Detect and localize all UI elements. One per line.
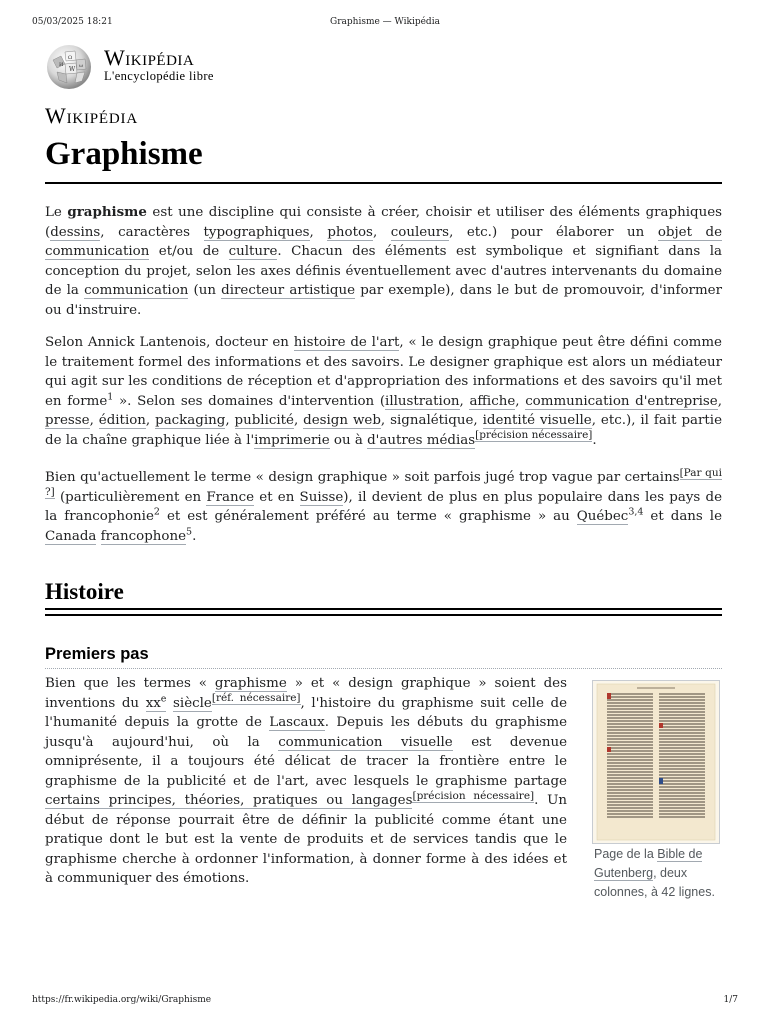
link-francophone[interactable]: francophone: [100, 528, 187, 544]
page-title: Graphisme: [45, 136, 203, 172]
link-presse[interactable]: presse: [45, 413, 90, 428]
print-page-title: Graphisme — Wikipédia: [330, 17, 440, 27]
link-packaging[interactable]: packaging: [155, 413, 226, 428]
bold-term: graphisme: [67, 204, 147, 220]
subsection-heading-premiers-pas: Premiers pas: [45, 645, 149, 663]
ref-needed-tag[interactable]: [réf. nécessaire]: [211, 692, 301, 705]
print-page-number: 1/7: [723, 995, 738, 1005]
figure-caption: Page de la Bible de Gutenberg, deux colonnes, à 42 lignes.: [594, 847, 715, 899]
wordmark-heading: Wikipédia: [45, 103, 138, 128]
link-graphisme[interactable]: graphisme: [214, 676, 287, 691]
print-header: [32, 17, 738, 31]
subsection-divider: [45, 668, 722, 669]
intro-paragraph-2: Selon Annick Lantenois, docteur en histoire de l'art, « le design graphique peut être défini comme le traitement formel des informations et des savoirs. Le designer graphique est alors un médiateur qui agit sur les conditions de réception et d'appropriation des informations et des savoirs qu'il met en forme$^1$ ». Selon ses domaines d'intervention (illustration, affiche, communication d'entreprise, presse, édition, packaging, publicité, design web, signalétique, identité visuelle, etc.), il fait partie de la chaîne graphique liée à l'imprimerie ou à d'autres médias[précision nécessaire].: [45, 335, 723, 448]
par-qui-tag[interactable]: [Par qui ?]: [45, 466, 722, 499]
link-identite-visuelle[interactable]: identité visuelle: [482, 413, 592, 428]
link-suisse[interactable]: Suisse: [299, 489, 344, 505]
link-edition[interactable]: édition: [98, 413, 146, 428]
section-divider: [45, 614, 722, 616]
link-photos[interactable]: photos: [327, 224, 373, 240]
logo-tagline: L'encyclopédie libre: [104, 69, 214, 83]
link-couleurs[interactable]: couleurs: [390, 224, 450, 240]
link-typographiques[interactable]: typographiques: [203, 224, 310, 240]
section-heading-histoire: Histoire: [45, 579, 124, 604]
link-publicite[interactable]: publicité: [234, 413, 294, 428]
link-communication-entreprise[interactable]: communication d'entreprise: [525, 393, 718, 409]
link-xxe[interactable]: $xx^e$: [145, 693, 167, 711]
link-directeur-artistique[interactable]: directeur artistique: [221, 283, 356, 298]
print-datetime: 05/03/2025 18:21: [32, 17, 113, 27]
link-canada[interactable]: Canada: [45, 528, 97, 544]
link-illustration[interactable]: illustration: [385, 393, 460, 409]
link-affiche[interactable]: affiche: [469, 393, 516, 409]
link-france[interactable]: France: [206, 489, 255, 505]
ref-3-4[interactable]: 3,4: [628, 506, 644, 518]
print-url: https://fr.wikipedia.org/wiki/Graphisme: [32, 995, 212, 1005]
title-divider: [45, 182, 722, 184]
precision-needed-tag[interactable]: [précision nécessaire]: [475, 429, 593, 442]
link-design-web[interactable]: design web: [303, 413, 381, 428]
link-communication[interactable]: communication: [84, 283, 189, 298]
svg-text:И: И: [59, 62, 64, 68]
print-footer: [32, 995, 738, 1009]
link-autres-medias[interactable]: d'autres médias: [367, 432, 476, 448]
intro-paragraph-3: Bien qu'actuellement le terme « design graphique » soit parfois jugé trop vague par certains[Par qui ?] (particulièrement en France et en Suisse), il devient de plus en plus populaire dans les pays de la francophonie$^2$ et est généralement préféré au terme « graphisme » au Québec$^{3,4}$ et dans le Canada francophone$^5$.: [45, 466, 723, 544]
svg-text:Ω: Ω: [68, 55, 73, 61]
link-bible-de-gutenberg[interactable]: Bible de Gutenberg: [594, 847, 703, 880]
section-divider: [45, 608, 722, 610]
ref-1[interactable]: 1: [107, 391, 114, 403]
intro-paragraph-1: Le graphisme est une discipline qui consiste à créer, choisir et utiliser des éléments graphiques (dessins, caractères typographiques, photos, couleurs, etc.) pour élaborer un objet de communication et/ou de culture. Chacun des éléments est symbolique et signifiant dans la conception du projet, selon les axes définis éventuellement avec d'autres intervenants du domaine de la communication (un directeur artistique par exemple), dans le but de promouvoir, d'informer ou d'instruire.: [45, 204, 723, 318]
wikipedia-logo[interactable]: [45, 42, 305, 92]
gutenberg-page-thumbnail: [593, 681, 719, 843]
link-culture[interactable]: culture: [228, 244, 278, 259]
histoire-paragraph-1: Bien que les termes « graphisme » et « design graphique » soient des inventions du $xx^e$ siècle[réf. nécessaire], l'histoire du graphisme suit celle de l'humanité depuis la grotte de Lascaux. Depuis les débuts du graphisme jusqu'à aujourd'hui, où la communication visuelle est devenue omniprésente, il a toujours été délicat de tracer la frontière entre le graphisme de la publicité et de l'art, avec lesquels le graphisme partage certains principes, théories, pratiques ou langages[précision nécessaire]. Un début de réponse pourrait être de définir la publicité comme étant une pratique dont le but est la vente de produits et de services tandis que le graphisme cherche à ordonner l'information, à donner forme à des idées et à communiquer des émotions.: [45, 676, 567, 886]
link-imprimerie[interactable]: imprimerie: [254, 432, 330, 448]
svg-text:W: W: [69, 66, 76, 73]
link-histoire-de-lart[interactable]: histoire de l'art: [293, 335, 400, 350]
wikipedia-globe-icon: [45, 42, 95, 92]
link-lascaux[interactable]: Lascaux: [269, 715, 325, 730]
svg-text:ω: ω: [79, 63, 84, 69]
ref-5[interactable]: 5: [186, 526, 193, 538]
logo-wordmark: Wikipédia: [104, 45, 195, 70]
precision-needed-tag[interactable]: [précision nécessaire]: [412, 789, 535, 802]
gutenberg-bible-image[interactable]: [592, 680, 720, 844]
link-quebec[interactable]: Québec: [576, 509, 629, 524]
link-objet-de-communication[interactable]: objet de communication: [45, 224, 723, 259]
link-principes-theories[interactable]: certains principes, théories, pratiques ou langages: [45, 793, 413, 808]
link-siecle[interactable]: siècle: [173, 695, 212, 711]
ref-2[interactable]: 2: [153, 506, 160, 518]
link-dessins[interactable]: dessins: [50, 224, 101, 240]
link-communication-visuelle[interactable]: communication visuelle: [278, 734, 453, 750]
